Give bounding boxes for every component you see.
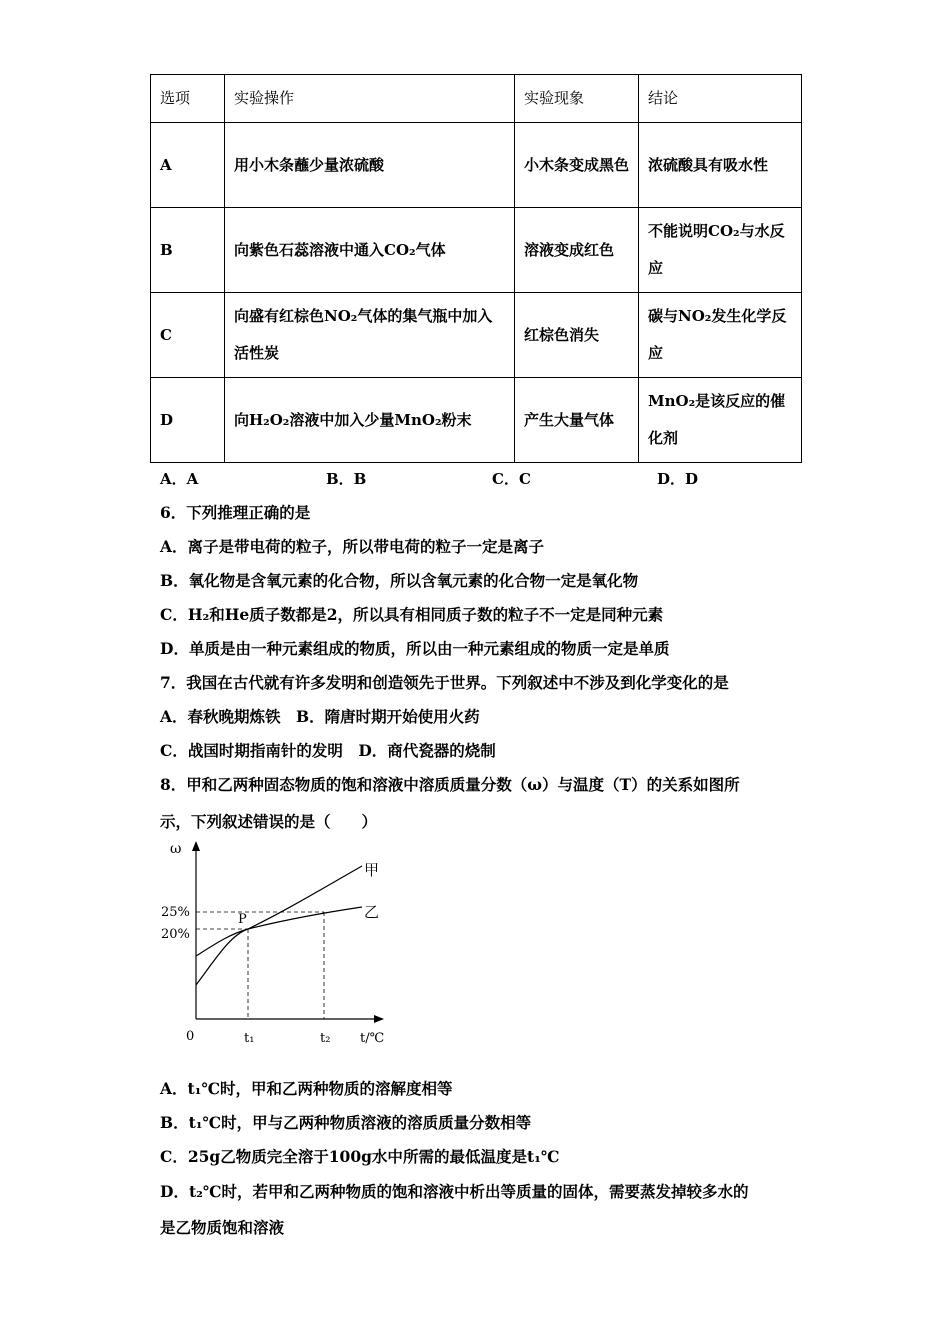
series-jia-curve [196,866,362,985]
origin-label: 0 [186,1029,195,1044]
legend-jia: 甲 [364,861,380,879]
header-phenomenon: 实验现象 [515,75,639,123]
x-axis-arrow [374,1015,384,1023]
x-axis-label: t/℃ [360,1031,385,1046]
q7-options-row2[interactable]: C．战国时期指南针的发明 D．商代瓷器的烧制 [160,741,496,760]
point-label: P [238,912,247,927]
q8-stem-line2: 示，下列叙述错误的是（ ） [160,812,378,831]
row-phenomenon: 红棕色消失 [515,293,639,378]
q8-stem-line1: 8．甲和乙两种固态物质的饱和溶液中溶质质量分数（ω）与温度（T）的关系如图所 [160,775,740,794]
row-operation: 向紫色石蕊溶液中通入CO₂气体 [225,208,515,293]
row-operation: 向H₂O₂溶液中加入少量MnO₂粉末 [225,378,515,463]
row-option: D [151,378,225,463]
row-conclusion: 浓硫酸具有吸水性 [639,123,802,208]
header-conclusion: 结论 [639,75,802,123]
table-row [151,208,802,293]
row-option: A [151,123,225,208]
row-phenomenon: 小木条变成黑色 [515,123,639,208]
y-tick-label: 20% [161,927,190,942]
q8-option-b[interactable]: B．t₁℃时，甲与乙两种物质溶液的溶质质量分数相等 [160,1113,532,1132]
row-operation: 用小木条蘸少量浓硫酸 [225,123,515,208]
q5-option-c[interactable]: C．C [492,470,531,488]
q6-option-b[interactable]: B．氧化物是含氧元素的化合物，所以含氧元素的化合物一定是氧化物 [160,571,639,590]
experiment-table [150,74,802,463]
q6-option-a[interactable]: A．离子是带电荷的粒子，所以带电荷的粒子一定是离子 [160,537,545,556]
q5-option-b[interactable]: B．B [326,470,367,488]
q8-option-a[interactable]: A．t₁℃时，甲和乙两种物质的溶解度相等 [160,1079,453,1098]
header-option: 选项 [151,75,225,123]
table-row [151,293,802,378]
x-tick-label: t₂ [320,1031,331,1046]
q6-stem: 6．下列推理正确的是 [160,503,311,522]
solubility-chart [150,835,400,1055]
series-yi-curve [196,907,362,956]
row-phenomenon: 溶液变成红色 [515,208,639,293]
x-tick-label: t₁ [244,1031,255,1046]
row-conclusion: MnO₂是该反应的催化剂 [639,378,802,463]
q5-option-a[interactable]: A．A [160,470,199,488]
q7-stem: 7．我国在古代就有许多发明和创造领先于世界。下列叙述中不涉及到化学变化的是 [160,673,729,692]
header-operation: 实验操作 [225,75,515,123]
table-header-row [151,75,802,123]
y-axis-arrow [192,841,200,851]
q8-option-d-cont: 是乙物质饱和溶液 [160,1218,285,1237]
row-operation: 向盛有红棕色NO₂气体的集气瓶中加入活性炭 [225,293,515,378]
q8-option-d[interactable]: D．t₂℃时，若甲和乙两种物质的饱和溶液中析出等质量的固体，需要蒸发掉较多水的 [160,1182,749,1201]
y-axis-label: ω [170,841,182,857]
y-tick-label: 25% [161,905,190,920]
q7-options-row1[interactable]: A．春秋晚期炼铁 B．隋唐时期开始使用火药 [160,707,480,726]
row-phenomenon: 产生大量气体 [515,378,639,463]
q8-option-c[interactable]: C．25g乙物质完全溶于100g水中所需的最低温度是t₁℃ [160,1147,560,1166]
table-row [151,123,802,208]
q5-option-d[interactable]: D．D [657,470,699,488]
q6-option-c[interactable]: C．H₂和He质子数都是2，所以具有相同质子数的粒子不一定是同种元素 [160,605,664,624]
table-row [151,378,802,463]
row-option: B [151,208,225,293]
row-option: C [151,293,225,378]
row-conclusion: 不能说明CO₂与水反应 [639,208,802,293]
legend-yi: 乙 [364,903,380,921]
row-conclusion: 碳与NO₂发生化学反应 [639,293,802,378]
q6-option-d[interactable]: D．单质是由一种元素组成的物质，所以由一种元素组成的物质一定是单质 [160,639,670,658]
